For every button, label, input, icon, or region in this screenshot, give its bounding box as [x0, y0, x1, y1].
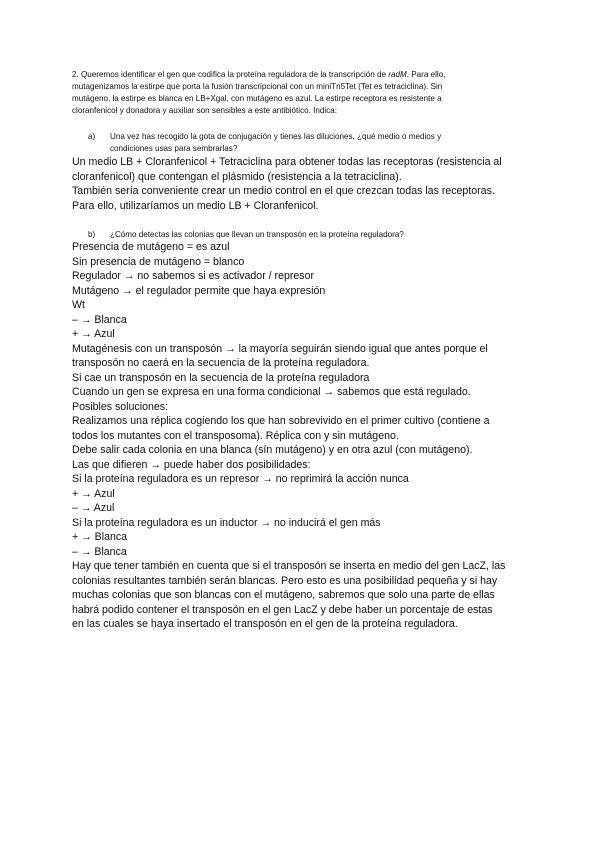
- answer-b-line: Debe salir cada colonia en una blanca (sín mutágeno) y en otra azul (con mutágeno).: [72, 444, 473, 456]
- answer-b-line: + → Azul: [72, 487, 115, 500]
- answer-b-line: – → Azul: [72, 502, 115, 514]
- answer-b-line: Las que difieren → puede haber dos posibilidades:: [72, 458, 311, 471]
- question-a: [88, 131, 518, 155]
- answer-b-line: Hay que tener también en cuenta que si el transposón se inserta en medio del gen LacZ, las: [72, 560, 506, 572]
- answer-a-line: También sería conveniente crear un medio control en el que crezcan todas las receptoras.: [72, 185, 495, 197]
- answer-b-line: Wt: [72, 299, 85, 311]
- answer-a-line: cloranfenicol) que contengan el plásmido (resistencia a la tetraciclina).: [72, 170, 402, 183]
- question-b-line-1: ¿Cómo detectas las colonias que llevan un transposón en la proteína reguladora?: [110, 230, 404, 239]
- answer-b-line: Si la proteína reguladora es un represor → no reprimirá la acción nunca: [72, 473, 409, 485]
- question-a-line-1: Una vez has recogido la gota de conjugación y tienes las diluciones, ¿qué medio o medios y: [110, 132, 442, 141]
- answer-b-line: Si cae un transposón en la secuencia de la proteína reguladora: [72, 371, 370, 384]
- answer-a: [72, 155, 532, 213]
- answer-a-line: Un medio LB + Cloranfenicol + Tetraciclina para obtener todas las receptoras (resistencia al: [72, 156, 502, 168]
- answer-b-line: Mutágeno → el regulador permite que haya expresión: [72, 284, 326, 297]
- answer-b-line: Si la proteína reguladora es un inductor → no inducirá el gen más: [72, 516, 381, 529]
- intro-line-2: mutagenizamos la estirpe que porta la fusión transcripcional con un miniTn5Tet (Tet es tetraciclina). Sin: [72, 82, 443, 92]
- answer-b-line: Mutagénesis con un transposón → la mayoría seguirán siendo igual que antes porque el: [72, 342, 488, 355]
- answer-b: [72, 240, 532, 632]
- question-b-letter: b): [88, 230, 96, 239]
- answer-b-line: + → Blanca: [72, 531, 128, 543]
- answer-a-line: Para ello, utilizaríamos un medio LB + Cloranfenicol.: [72, 199, 319, 212]
- answer-b-line: habrá podido contener el transposón en el gen LacZ y debe haber un porcentaje de estas: [72, 603, 493, 616]
- answer-b-line: en las cuales se haya insertado el transposón en el gen de la proteína reguladora.: [72, 618, 458, 630]
- answer-b-line: – → Blanca: [72, 313, 127, 326]
- answer-b-line: Presencia de mutágeno = es azul: [72, 241, 230, 253]
- answer-b-line: + → Azul: [72, 328, 115, 340]
- answer-b-line: todos los mutantes con el transposoma). Réplica con y sin mutágeno.: [72, 429, 399, 442]
- question-a-line-2: condiciones usas para sembrarlas?: [110, 144, 238, 154]
- answer-b-line: – → Blanca: [72, 545, 127, 558]
- answer-b-line: Regulador → no sabemos si es activador / represor: [72, 270, 315, 282]
- intro-line-4: cloranfenicol y donadora y auxiliar son sensibles a este antibiótico. Indica:: [72, 106, 337, 116]
- answer-b-line: Cuando un gen se expresa en una forma condicional → sabemos que está regulado.: [72, 386, 471, 398]
- intro-line-1: [72, 69, 524, 81]
- answer-b-line: Sin presencia de mutágeno = blanco: [72, 255, 245, 268]
- intro-line-3: mutágeno, la estirpe es blanca en LB+Xgal, con mutágeno es azul. La estirpe receptora es resistente a: [72, 94, 442, 104]
- question-a-letter: a): [88, 132, 96, 141]
- answer-b-line: muchas colonias que son blancas con el mutágeno, sabremos que solo una parte de ellas: [72, 589, 495, 601]
- intro-text-start: 2. Queremos identificar el gen que codifica la proteína reguladora de la transcripción de: [72, 70, 389, 79]
- question-intro: [72, 69, 524, 117]
- answer-b-line: Posibles soluciones:: [72, 400, 168, 413]
- answer-b-line: Realizamos una réplica cogiendo los que han sobrevivido en el primer cultivo (contiene a: [72, 415, 490, 427]
- gene-name: radM: [388, 70, 407, 79]
- intro-text-end: . Para ello,: [406, 70, 446, 79]
- answer-b-line: transposón no caerá en la secuencia de la proteína reguladora.: [72, 357, 370, 369]
- answer-b-line: colonias resultantes también serán blancas. Pero esto es una posibilidad pequeña y si hay: [72, 574, 498, 587]
